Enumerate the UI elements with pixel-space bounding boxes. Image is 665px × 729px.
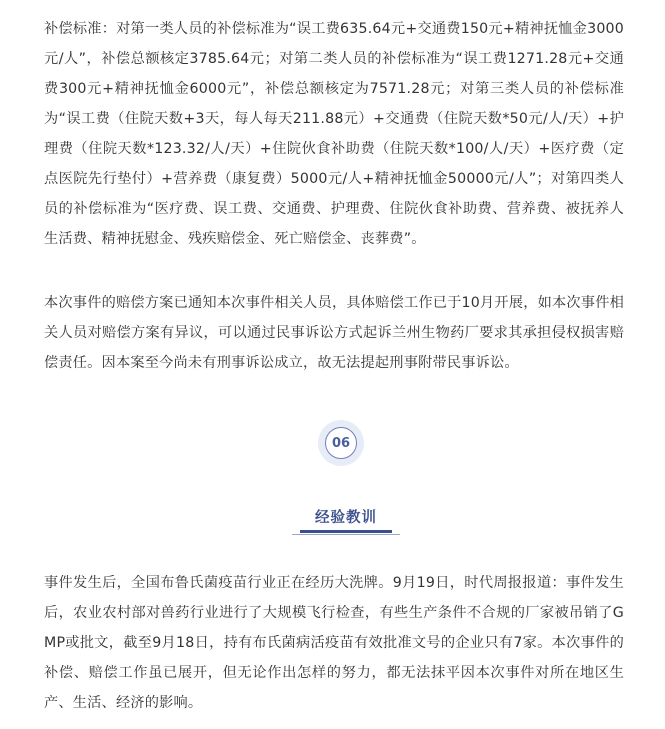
compensation-plan-paragraph: 本次事件的赔偿方案已通知本次事件相关人员，具体赔偿工作已于10月开展，如本次事件相关人员对赔偿方案有异议，可以通过民事诉讼方式起诉兰州生物药厂要求其承担侵权损害赔偿责任。因本案至今尚未有刑事诉讼成立，故无法提起刑事附带民事诉讼。 [44,295,624,371]
section-number: 06 [325,427,357,459]
section-title-rule [292,534,400,535]
section-title: 经验教训 [315,510,377,526]
section-title-underline [300,530,392,533]
section-number-badge [318,420,366,468]
lessons-paragraph: 事件发生后，全国布鲁氏菌疫苗行业正在经历大洗牌。9月19日，时代周报报道：事件发生后，农业农村部对兽药行业进行了大规模飞行检查，有些生产条件不合规的厂家被吊销了GMP或批文，截至9月18日，持有布氏菌病活疫苗有效批准文号的企业只有7家。本次事件的补偿、赔偿工作虽已展开，但无论作出怎样的努力，都无法抹平因本次事件对所在地区生产、生活、经济的影响。 [44,575,624,711]
compensation-standard-paragraph: 补偿标准：对第一类人员的补偿标准为“误工费635.64元+交通费150元+精神抚恤金3000元/人”，补偿总额核定3785.64元；对第二类人员的补偿标准为“误工费1271.28元+交通费300元+精神抚恤金6000元”，补偿总额核定为7571.28元；对第三类人员的补偿标准为“误工费（住院天数+3天，每人每天211.88元）+交通费（住院天数*50元/人/天）+护理费（住院天数*123.32/人/天）+住院伙食补助费（住院天数*100/人/天）+医疗费（定点医院先行垫付）+营养费（康复费）5000元/人+精神抚恤金50000元/人”；对第四类人员的补偿标准为“医疗费、误工费、交通费、护理费、住院伙食补助费、营养费、被抚养人生活费、精神抚慰金、残疾赔偿金、死亡赔偿金、丧葬费”。 [44,21,624,247]
